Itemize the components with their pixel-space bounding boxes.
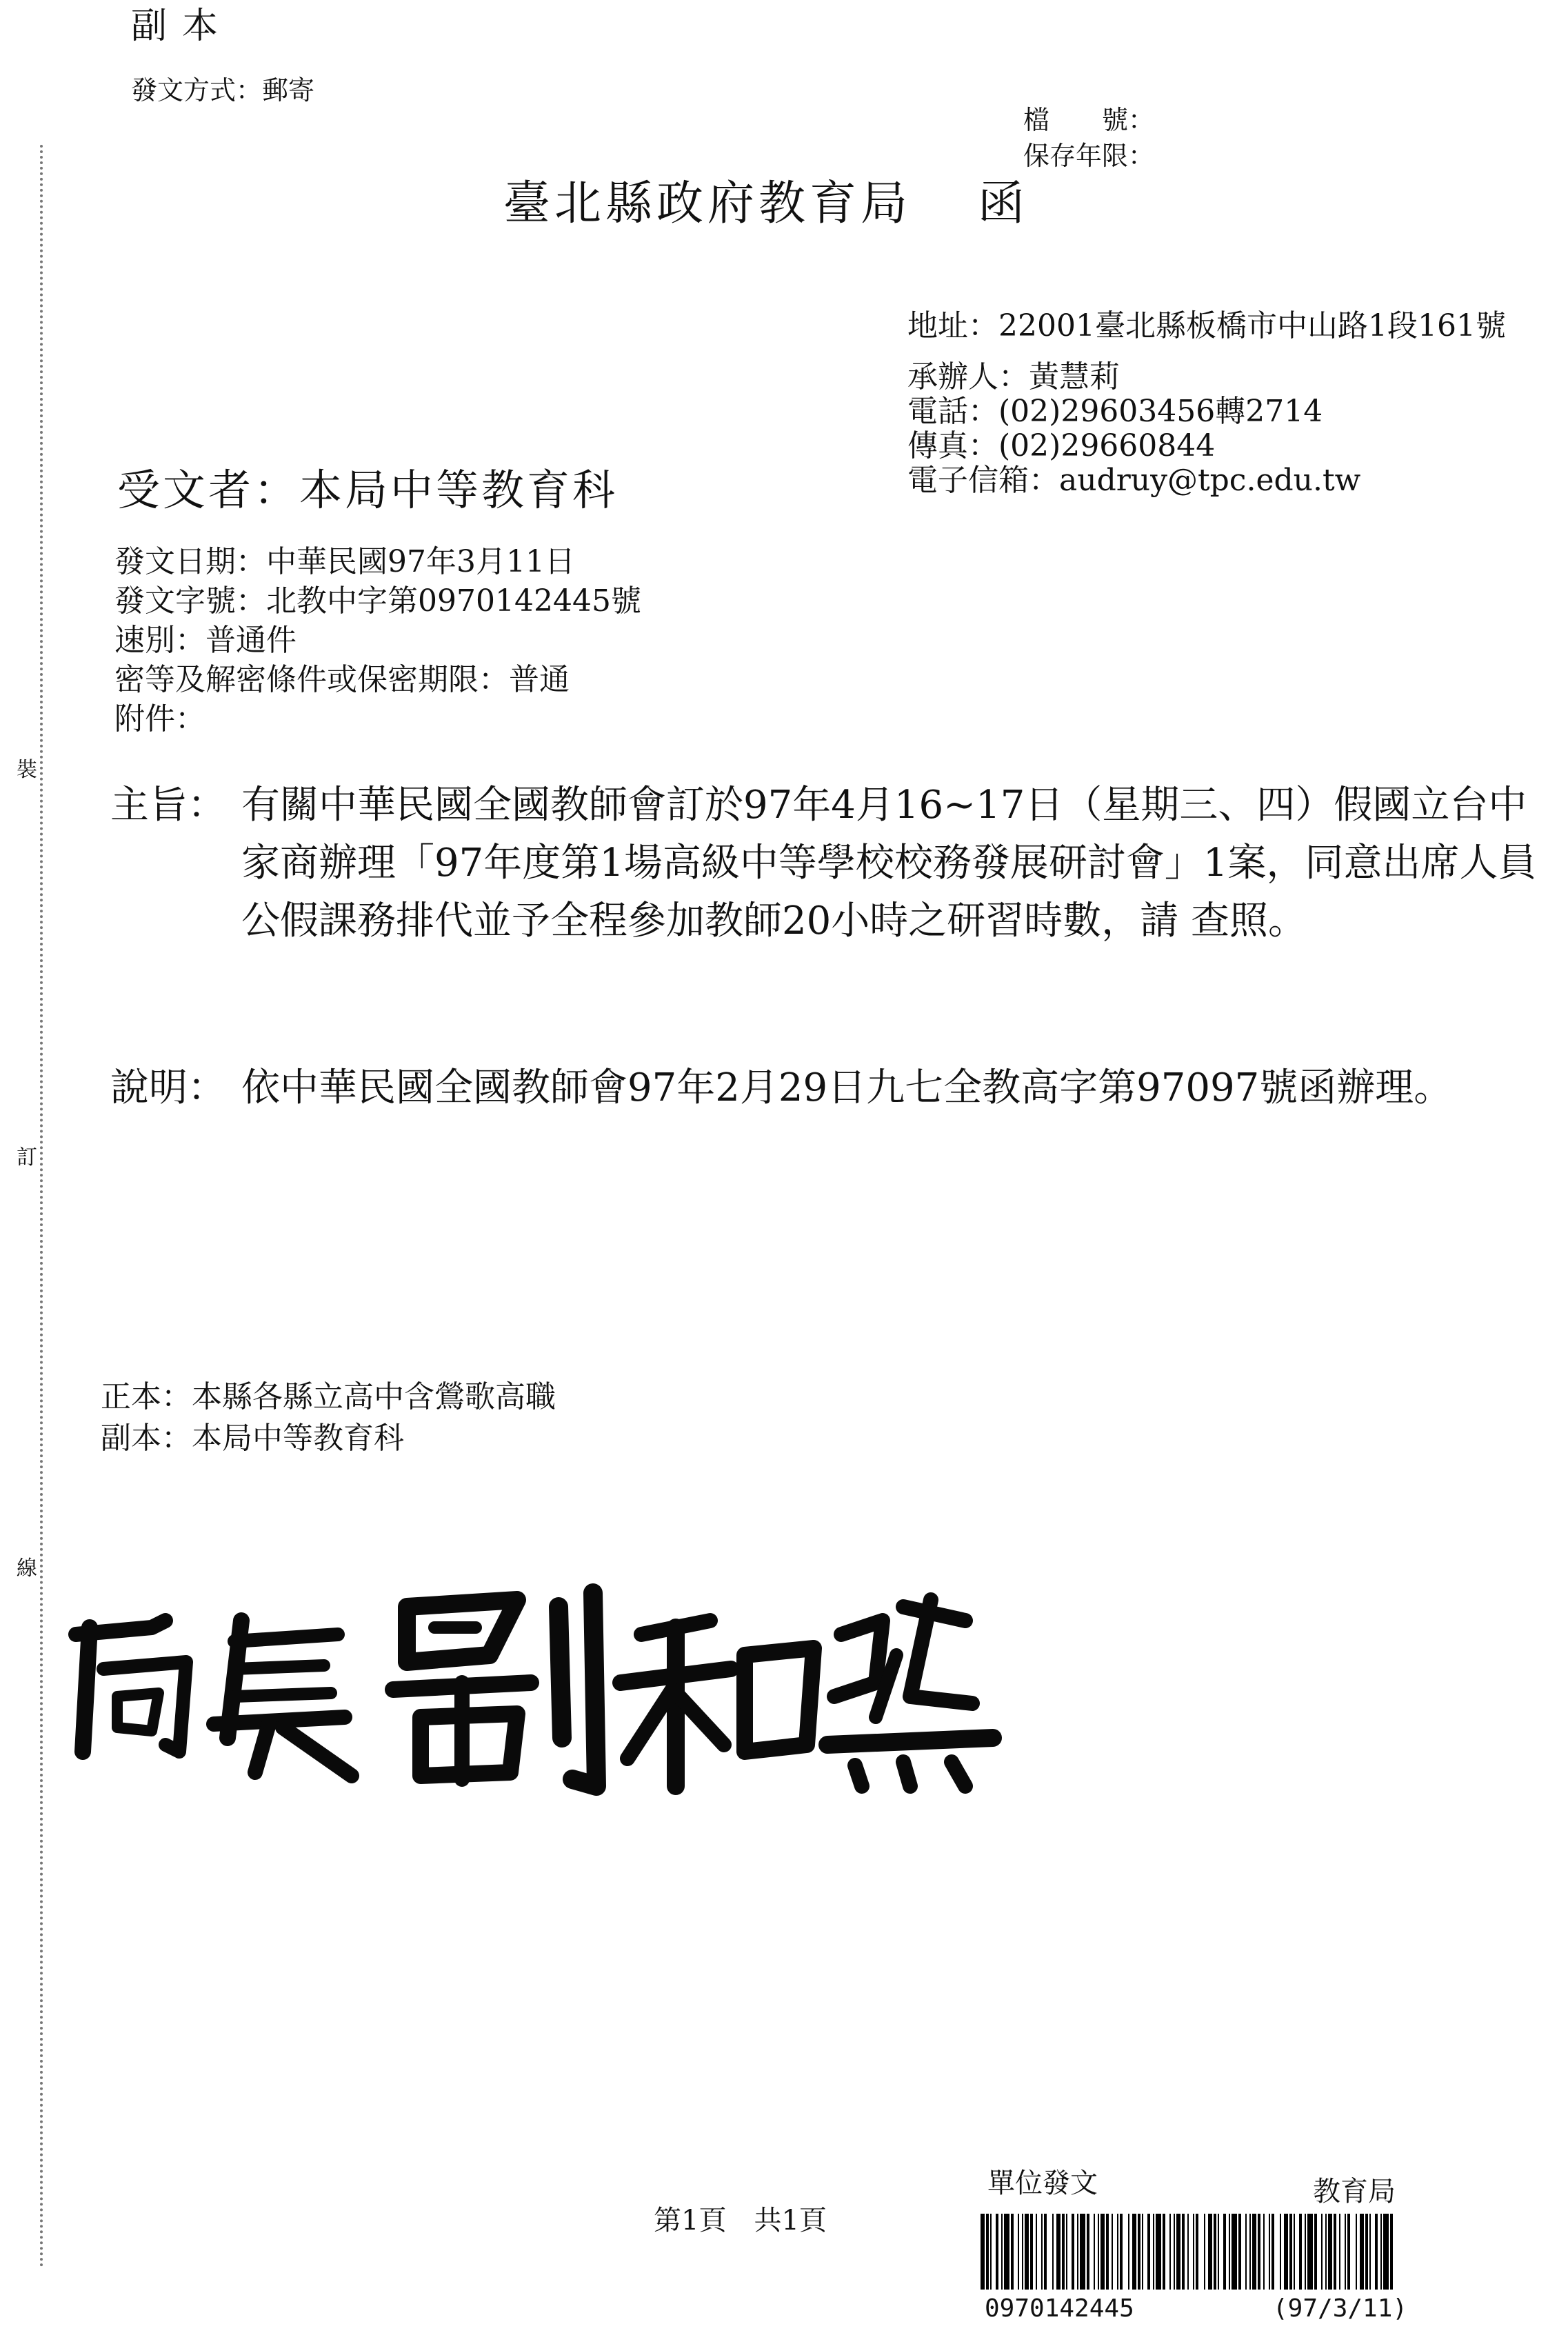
barcode-bar	[1138, 2214, 1140, 2290]
contact-fax: 傳真：(02)29660844	[907, 428, 1216, 463]
barcode-bar	[1142, 2214, 1143, 2290]
barcode-bar	[981, 2214, 985, 2290]
barcode-bar	[1369, 2214, 1371, 2290]
page-total: 共1頁	[754, 2205, 827, 2236]
barcode-bar	[1066, 2214, 1067, 2290]
barcode-bar	[1305, 2214, 1306, 2290]
barcode-bar	[1208, 2214, 1212, 2290]
meta-speed: 速別：普通件	[114, 623, 296, 658]
barcode-bar	[1147, 2214, 1150, 2290]
barcode-bar	[1001, 2214, 1003, 2290]
barcode-bar	[1263, 2214, 1265, 2290]
barcode-bar	[1044, 2214, 1047, 2290]
document-title	[503, 177, 1029, 231]
explanation-label: 說明：	[110, 1065, 226, 1110]
meta-doc-number: 發文字號：北教中字第0970142445號	[114, 583, 641, 619]
barcode-bar	[1360, 2214, 1364, 2290]
barcode-bar	[990, 2214, 992, 2290]
subject-label: 主旨：	[110, 783, 226, 828]
barcode-bar	[1156, 2214, 1161, 2290]
barcode-bar	[1196, 2214, 1198, 2290]
barcode-bar	[1080, 2214, 1085, 2290]
binding-line	[40, 145, 43, 2269]
barcode-bar	[996, 2214, 998, 2290]
meta-secrecy: 密等及解密條件或保密期限：普通	[114, 662, 570, 697]
distribution-list	[101, 1376, 556, 1459]
barcode-bar	[1077, 2214, 1078, 2290]
barcode-bar	[1132, 2214, 1136, 2290]
barcode-bar	[1238, 2214, 1241, 2290]
barcode-bar	[1169, 2214, 1171, 2290]
barcode-bar	[1176, 2214, 1180, 2290]
binding-mark-xian: 線	[17, 1556, 37, 1581]
barcode-bar	[1269, 2214, 1270, 2290]
meta-attachment: 附件：	[114, 701, 205, 737]
barcode-bar	[1117, 2214, 1118, 2290]
barcode-bar	[1325, 2214, 1327, 2290]
barcode-bar	[1280, 2214, 1281, 2290]
contact-block	[907, 309, 1506, 498]
dispatch-stamp	[971, 2165, 1419, 2324]
stamp-code: 0970142445	[985, 2294, 1134, 2323]
barcode-bar	[1094, 2214, 1095, 2290]
barcode-bar	[1380, 2214, 1382, 2290]
barcode-bar	[1187, 2214, 1189, 2290]
contact-address: 地址：22001臺北縣板橋市中山路1段161號	[907, 308, 1506, 343]
barcode-bar	[986, 2214, 989, 2290]
barcode-bar	[1120, 2214, 1123, 2290]
barcode-bar	[1328, 2214, 1332, 2290]
barcode-bar	[1314, 2214, 1317, 2290]
barcode-bar	[1356, 2214, 1357, 2290]
barcode-bar	[1218, 2214, 1219, 2290]
barcode-bar	[1112, 2214, 1113, 2290]
send-method: 發文方式：郵寄	[131, 75, 315, 106]
barcode-bar	[1182, 2214, 1185, 2290]
page-current: 第1頁	[654, 2205, 727, 2236]
barcode-bar	[1098, 2214, 1099, 2290]
distribution-original: 正本：本縣各縣立高中含鶯歌高職	[101, 1379, 556, 1414]
barcode-bar	[1345, 2214, 1346, 2290]
copy-mark: 副本	[131, 6, 234, 47]
recipient: 受文者：本局中等教育科	[117, 465, 619, 515]
barcode-bar	[1321, 2214, 1323, 2290]
stamp-unit-label: 單位發文	[987, 2167, 1098, 2199]
barcode-bar	[1365, 2214, 1368, 2290]
barcode-bar	[1284, 2214, 1288, 2290]
stamp-date: (97/3/11)	[1273, 2294, 1408, 2323]
contact-email: 電子信箱：audruy@tpc.edu.tw	[907, 463, 1361, 498]
barcode-bar	[1289, 2214, 1292, 2290]
explanation-text: 依中華民國全國教師會97年2月29日九七全教高字第97097號函辦理。	[241, 1065, 1453, 1110]
barcode-bar	[1004, 2214, 1009, 2290]
file-number-label: 檔 號：	[1023, 105, 1155, 135]
barcode-bar	[1307, 2214, 1313, 2290]
barcode-bar	[1153, 2214, 1154, 2290]
barcode-bar	[1072, 2214, 1074, 2290]
subject-text: 有關中華民國全國教師會訂於97年4月16~17日（星期三、四）假國立台中家商辦理「97年度第1場高級中等學校校務發展研討會」1案，同意出席人員公假課務排代並予全程參加教師20小時之研習時數，請 查照。	[241, 783, 1537, 943]
page-number	[654, 2207, 827, 2234]
barcode-bar	[1056, 2214, 1061, 2290]
archive-block	[1023, 102, 1154, 174]
barcode-bar	[1163, 2214, 1165, 2290]
barcode-bar	[1252, 2214, 1256, 2290]
barcode-bar	[1100, 2214, 1105, 2290]
barcode-bar	[1128, 2214, 1129, 2290]
distribution-copy: 副本：本局中等教育科	[101, 1421, 404, 1456]
director-signature	[48, 1579, 1014, 1800]
barcode-bar	[1383, 2214, 1389, 2290]
barcode-bar	[1245, 2214, 1247, 2290]
barcode-bar	[1030, 2214, 1033, 2290]
contact-phone: 電話：(02)29603456轉2714	[907, 394, 1323, 429]
barcode-bar	[1347, 2214, 1350, 2290]
barcode-bar	[1272, 2214, 1274, 2290]
document-type: 函	[978, 177, 1029, 231]
barcode-bar	[1375, 2214, 1378, 2290]
barcode-bar	[1025, 2214, 1029, 2290]
barcode-bar	[1334, 2214, 1336, 2290]
barcode-bar	[1062, 2214, 1065, 2290]
barcode-bar	[1193, 2214, 1194, 2290]
barcode-bar	[1022, 2214, 1023, 2290]
barcode-bar	[1249, 2214, 1251, 2290]
barcode-bar	[1204, 2214, 1205, 2290]
contact-handler: 承辦人：黃慧莉	[907, 359, 1120, 394]
organization-name: 臺北縣政府教育局	[503, 177, 912, 231]
barcode-bar	[1174, 2214, 1175, 2290]
retention-label: 保存年限：	[1023, 141, 1155, 171]
signature-brush-icon	[48, 1579, 1014, 1800]
barcode-bar	[1011, 2214, 1014, 2290]
barcode-bar	[1294, 2214, 1295, 2290]
barcode-bar	[1258, 2214, 1260, 2290]
barcode-bar	[1106, 2214, 1109, 2290]
barcode-bar	[1087, 2214, 1089, 2290]
binding-mark-ding: 訂	[17, 1145, 37, 1170]
barcode-bar	[1052, 2214, 1054, 2290]
stamp-unit-name: 教育局	[1313, 2176, 1396, 2207]
barcode-bar	[1018, 2214, 1019, 2290]
barcode-bar	[1223, 2214, 1226, 2290]
barcode-bar	[1390, 2214, 1393, 2290]
barcode-bar	[1229, 2214, 1230, 2290]
barcode-bar	[1339, 2214, 1340, 2290]
barcode-bar	[1299, 2214, 1302, 2290]
barcode-bar	[1214, 2214, 1216, 2290]
document-meta	[114, 542, 641, 739]
barcode-bar	[1232, 2214, 1237, 2290]
barcode-icon	[981, 2214, 1401, 2290]
barcode-bar	[1036, 2214, 1037, 2290]
meta-date: 發文日期：中華民國97年3月11日	[114, 544, 575, 579]
barcode-bar	[1041, 2214, 1043, 2290]
binding-mark-zhuang: 裝	[17, 758, 37, 782]
